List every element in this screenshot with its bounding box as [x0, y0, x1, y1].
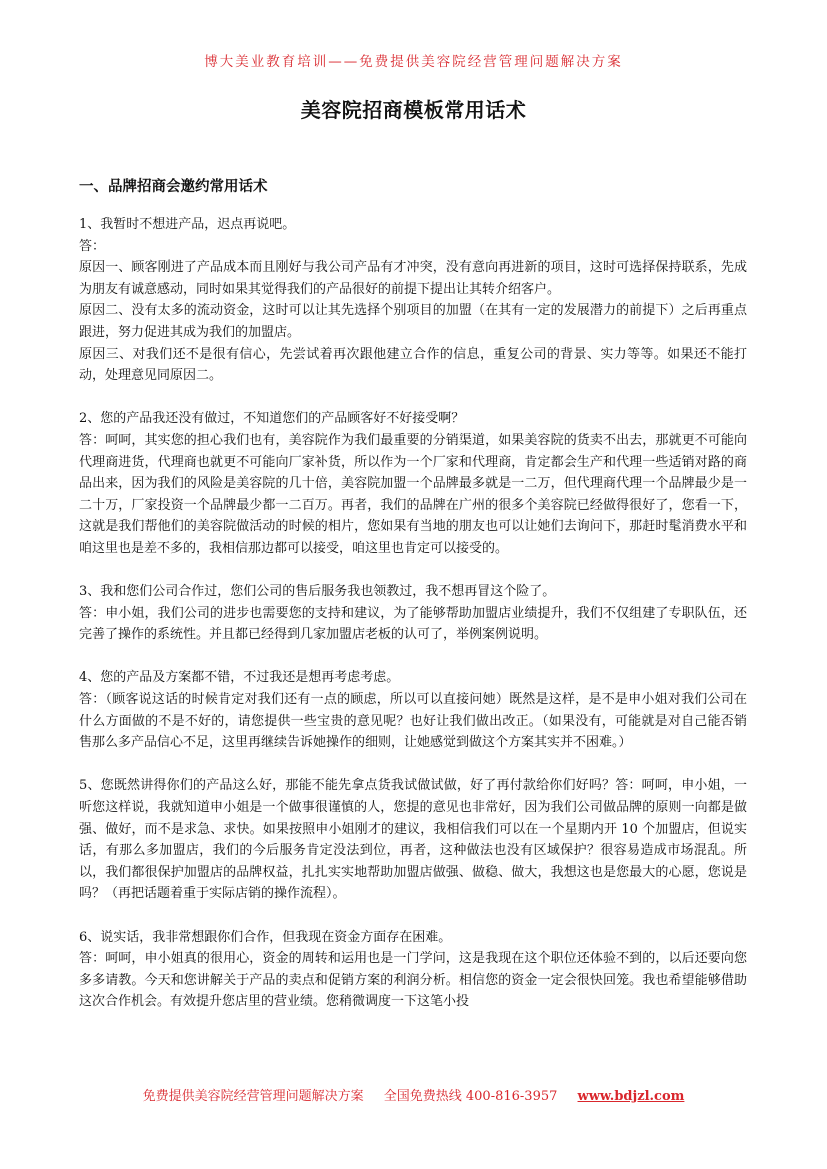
qa-item-6: [79, 927, 747, 1013]
page-footer: [0, 1085, 827, 1105]
answer-paragraph: 答：呵呵，申小姐真的很用心，资金的周转和运用也是一门学问，这是我现在这个职位还体验不到的，以后还要向您多多请教。今天和您讲解关于产品的卖点和促销方案的利润分析。相信您的资金一定会很快回笼。我也希望能够借助这次合作机会。有效提升您店里的营业绩。您稍微调度一下这笔小投: [79, 951, 747, 1010]
question-text: 4、您的产品及方案都不错，不过我还是想再考虑考虑。: [79, 670, 400, 686]
qa-item-3: [79, 581, 747, 646]
question-text: 3、我和您们公司合作过，您们公司的售后服务我也领教过，我不想再冒这个险了。: [79, 584, 556, 600]
section-heading: 一、品牌招商会邀约常用话术: [79, 178, 268, 195]
answer-paragraph: 原因一、顾客刚进了产品成本而且刚好与我公司产品有才冲突，没有意向再进新的项目，这时可选择保持联系，先成为朋友有诚意感动，同时如果其觉得我们的产品很好的前提下提出让其转介绍客户。: [79, 260, 747, 297]
answer-paragraph: 答：申小姐，我们公司的进步也需要您的支持和建议，为了能够帮助加盟店业绩提升，我们不仅组建了专职队伍，还完善了操作的系统性。并且都已经得到几家加盟店老板的认可了，举例案例说明。: [79, 605, 747, 643]
question-text: 2、您的产品我还没有做过，不知道您们的产品顾客好不好接受啊？: [79, 411, 465, 427]
qa-item-1: [79, 214, 747, 387]
answer-paragraph: 答：（顾客说这话的时候肯定对我们还有一点的顾虑，所以可以直接问她）既然是这样，是不是申小姐对我们公司在什么方面做的不是不好的，请您提供一些宝贵的意见呢？也好让我们做出改正。（如果没有，可能就是对自己能否销售那么多产品信心不足，这里再继续告诉她操作的细则，让她感觉到做这个方案其实并不困难。）: [79, 692, 747, 751]
document-body: [79, 176, 747, 1062]
footer-website-link[interactable]: www.bdjzl.com: [577, 1089, 685, 1104]
page-header: 博大美业教育培训——免费提供美容院经营管理问题解决方案: [204, 54, 623, 70]
qa-item-5: [79, 775, 747, 905]
answer-paragraph: 原因三、对我们还不是很有信心，先尝试着再次跟他建立合作的信息，重复公司的背景、实力等等。如果还不能打动，处理意见同原因二。: [79, 346, 747, 384]
question-text: 6、说实话，我非常想跟你们合作，但我现在资金方面存在困难。: [79, 929, 452, 945]
question-answer-paragraph: 5、您既然讲得你们的产品这么好，那能不能先拿点货我试做试做，好了再付款给你们好吗？答：呵呵，申小姐，一听您这样说，我就知道申小姐是一个做事很谨慎的人，您提的意见也非常好，因为我们公司做品牌的原则一向都是做强、做好，而不是求急、求快。如果按照申小姐刚才的建议，我相信我们可以在一个星期内开 10 个加盟店，但说实话，有那么多加盟店，我们的今后服务肯定没法到位，再者，这种做法也没有区域保护？很容易造成市场混乱。所以，我们都很保护加盟店的品牌权益，扎扎实实地帮助加盟店做强、做稳、做大，我想这也是您最大的心愿，您说是吗？（再把话题着重于实际店销的操作流程）。: [79, 778, 747, 902]
footer-hotline: 全国免费热线 400-816-3957: [383, 1089, 558, 1104]
page-title: 美容院招商模板常用话术: [300, 98, 527, 122]
answer-paragraph: 答：呵呵，其实您的担心我们也有，美容院作为我们最重要的分销渠道，如果美容院的货卖不出去，那就更不可能向代理商进货，代理商也就更不可能向厂家补货，所以作为一个厂家和代理商，肯定都会生产和代理一些适销对路的商品出来，因为我们的风险是美容院的几十倍，美容院加盟一个品牌最多就是一二万，但代理商代理一个品牌最少是一二十万，厂家投资一个品牌最少都一二百万。再者，我们的品牌在广州的很多个美容院已经做得很好了，您看一下，这就是我们帮他们的美容院做活动的时候的相片，您如果有当地的朋友也可以让她们去询问下，那赶时髦消费水平和咱这里也是差不多的，我相信那边都可以接受，咱这里也肯定可以接受的。: [79, 432, 747, 556]
qa-item-2: [79, 408, 747, 559]
footer-slogan: 免费提供美容院经营管理问题解决方案: [142, 1089, 364, 1104]
answer-paragraph: 原因二、没有太多的流动资金，这时可以让其先选择个别项目的加盟（在其有一定的发展潜力的前提下）之后再重点跟进，努力促进其成为我们的加盟店。: [79, 303, 747, 340]
qa-item-4: [79, 667, 747, 753]
question-text: 1、我暂时不想进产品，迟点再说吧。: [79, 217, 296, 232]
answer-label: 答：: [79, 238, 106, 254]
